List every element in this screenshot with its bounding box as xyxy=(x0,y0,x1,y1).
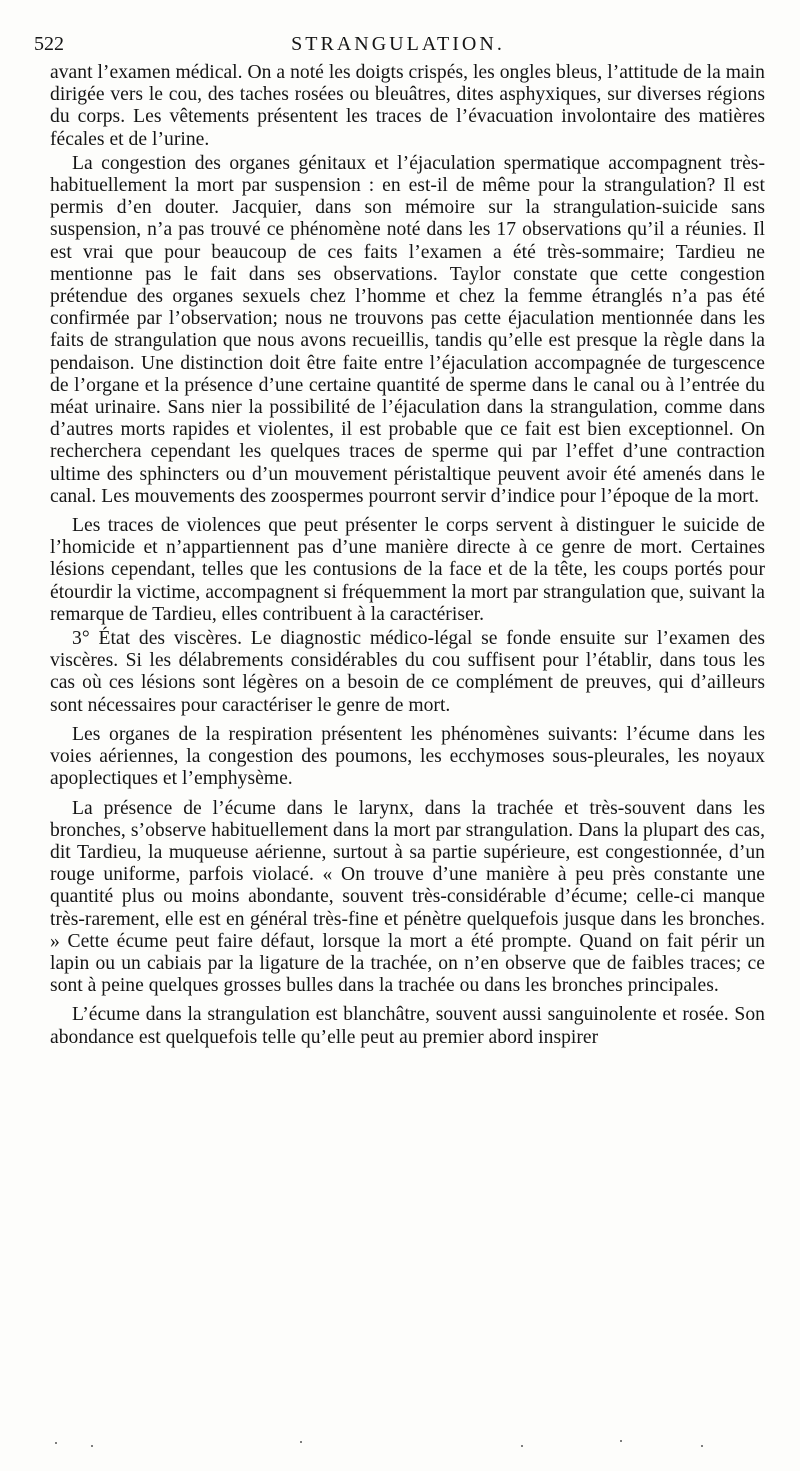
paragraph-genital-congestion: La congestion des organes génitaux et l’éjaculation spermatique accompagnent très-habituellement la mort par suspension : en est-il de même pour la strangulation? Il est permis d’en douter. Jacquier, dans son mémoire sur la strangulation-suicide sans suspension, n’a pas trouvé ce phénomène noté dans les 17 observations qu’il a réunies. Il est vrai que pour beaucoup de ces faits l’examen a été très-sommaire; Tardieu ne mentionne pas le fait dans ses observations. Taylor constate que cette congestion prétendue des organes sexuels chez l’homme et chez la femme étranglés n’a pas été confirmée par l’observation; nous ne trouvons pas cette éjaculation mentionnée dans les faits de strangulation que nous avons recueillis, tandis qu’elle est presque la règle dans la pendaison. Une distinction doit être faite entre l’éjaculation accompagnée de turgescence de l’organe et la présence d’une certaine quantité de sperme dans le canal ou à l’entrée du méat urinaire. Sans nier la possibilité de l’éjaculation dans la strangulation, comme dans d’autres morts rapides et violentes, il est probable que ce fait est bien exceptionnel. On recherchera cependant les quelques traces de sperme qui par l’effet d’une contraction ultime des sphincters ou d’un mouvement péristaltique peuvent avoir été amenés dans le canal. Les mouvements des zoospermes pourront servir d’indice pour l’époque de la mort. xyxy=(50,152,765,507)
paragraph-violences: Les traces de violences que peut présenter le corps servent à distinguer le suicide de l’homicide et n’appartiennent pas d’une manière directe à ce genre de mort. Certaines lésions cependant, telles que les contusions de la face et de la tête, les coups portés pour étourdir la victime, accompagnent si fréquemment la mort par strangulation que, suivant la remarque de Tardieu, elles contribuent à la caractériser. xyxy=(50,515,765,625)
speck-mark xyxy=(55,1442,57,1444)
paragraph-ecume: La présence de l’écume dans le larynx, dans la trachée et très-souvent dans les bronches, s’observe habituellement dans la mort par strangulation. Dans la plupart des cas, dit Tardieu, la muqueuse aérienne, surtout à sa partie supérieure, est congestionnée, d’un rouge uniforme, parfois violacé. « On trouve d’une manière à peu près constante une quantité plus ou moins abondante, souvent très-considérable d’écume; celle-ci manque très-rarement, elle est en général très-fine et pénètre quelquefois jusque dans les bronches. » Cette écume peut faire défaut, lorsque la mort a été prompte. Quand on fait périr un lapin ou un cabiais par la ligature de la trachée, on n’en observe que de faibles traces; ce sont à peine quelques grosses bulles dans la trachée ou dans les bronches principales. xyxy=(50,797,765,997)
paragraph-visceres: 3° État des viscères. Le diagnostic médico-légal se fonde ensuite sur l’examen des viscères. Si les délabrements considérables du cou suffisent pour l’établir, dans tous les cas où ces lésions sont légères on a besoin de ce complément de preuves, qui d’ailleurs sont nécessaires pour caractériser le genre de mort. xyxy=(50,628,765,716)
body-text xyxy=(50,62,765,1049)
print-specks xyxy=(55,1440,745,1448)
paragraph-continuation: avant l’examen médical. On a noté les doigts crispés, les ongles bleus, l’attitude de la main dirigée vers le cou, des taches rosées ou bleuâtres, dites asphyxiques, sur diverses régions du corps. Les vêtements présentent les traces de l’évacuation involontaire des matières fécales et de l’urine. xyxy=(50,62,765,150)
speck-mark xyxy=(91,1445,93,1447)
speck-mark xyxy=(300,1441,302,1443)
running-title: STRANGULATION. xyxy=(291,33,505,55)
speck-mark xyxy=(521,1445,523,1447)
page-header xyxy=(34,30,762,58)
speck-mark xyxy=(620,1440,622,1442)
speck-mark xyxy=(701,1445,703,1447)
paragraph-respiration: Les organes de la respiration présentent les phénomènes suivants: l’écume dans les voies aériennes, la congestion des poumons, les ecchymoses sous-pleurales, les noyaux apoplectiques et l’emphysème. xyxy=(50,723,765,790)
paragraph-ecume-strangulation: L’écume dans la strangulation est blanchâtre, souvent aussi sanguinolente et rosée. Son abondance est quelquefois telle qu’elle peut au premier abord inspirer xyxy=(50,1004,765,1048)
page-number: 522 xyxy=(34,33,64,55)
